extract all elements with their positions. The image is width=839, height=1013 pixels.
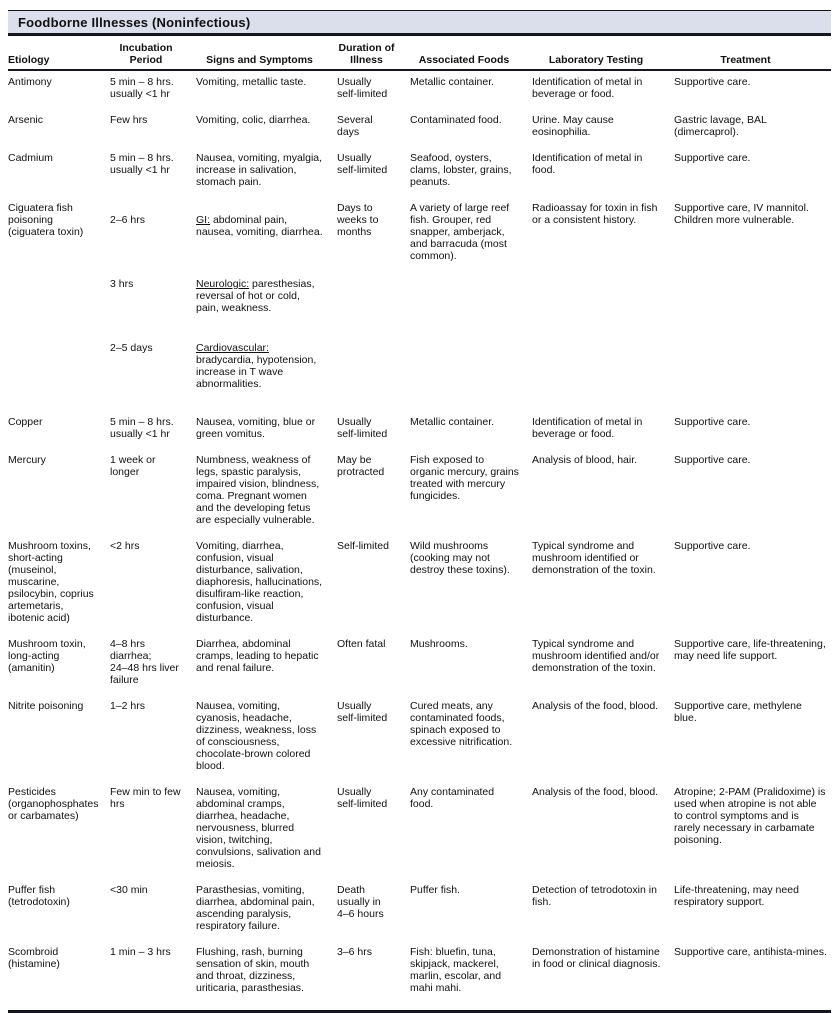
cell-foods: Metallic container.	[410, 416, 495, 428]
cell-etiology: Ciguatera fish poisoning (ciguatera toxin)	[8, 202, 84, 238]
cell-lab: Urine. May cause eosinophilia.	[532, 114, 614, 138]
cell-foods: Seafood, oysters, clams, lobster, grains, peanuts.	[410, 152, 512, 188]
cell-treatment: Gastric lavage, BAL (dimercaprol).	[674, 114, 767, 138]
column-header-etiology: Etiology	[8, 36, 110, 70]
cell-lab: Demonstration of histamine in food or clinical diagnosis.	[532, 946, 661, 970]
cell-etiology: Pesticides (organophosphates or carbamates)	[8, 786, 99, 822]
cell-foods: Any contaminated food.	[410, 786, 495, 810]
cell-incubation: 4–8 hrs diarrhea; 24–48 hrs liver failure	[110, 638, 179, 686]
cell-foods: Cured meats, any contaminated foods, spinach exposed to excessive nitrification.	[410, 700, 513, 748]
signs-segment-gi	[196, 214, 325, 266]
column-header-signs-symptoms: Signs and Symptoms	[196, 36, 337, 70]
cell-incubation: 1 week or longer	[110, 454, 156, 478]
cell-foods: Wild mushrooms (cooking may not destroy these toxins).	[410, 540, 510, 576]
cell-incubation: <30 min	[110, 884, 148, 896]
table-row-mushroom-short-acting	[8, 540, 831, 638]
cell-lab: Identification of metal in beverage or food.	[532, 416, 643, 440]
cell-foods: Metallic container.	[410, 76, 495, 88]
cell-treatment: Supportive care.	[674, 76, 751, 88]
cell-treatment: Supportive care, life-threatening, may need life support.	[674, 638, 826, 662]
cell-lab: Identification of metal in food.	[532, 152, 643, 176]
table-header	[8, 36, 831, 70]
signs-text-neurologic: paresthesias, reversal of hot or cold, pain, weakness.	[196, 278, 315, 314]
column-header-incubation-period: Incubation Period	[110, 36, 196, 70]
cell-lab: Analysis of blood, hair.	[532, 454, 638, 466]
table-body	[8, 70, 831, 1008]
cell-signs: Nausea, vomiting, abdominal cramps, diarrhea, headache, nervousness, blurred vision, twitching, convulsions, salivation and meiosis.	[196, 786, 321, 870]
cell-etiology: Mushroom toxin, long-acting (amanitin)	[8, 638, 86, 674]
cell-treatment: Supportive care, IV mannitol. Children more vulnerable.	[674, 202, 809, 226]
cell-duration: Several days	[337, 114, 373, 138]
cell-duration: Usually self-limited	[337, 152, 388, 176]
cell-foods: Mushrooms.	[410, 638, 468, 650]
table-row-mushroom-long-acting	[8, 638, 831, 700]
cell-etiology: Antimony	[8, 76, 52, 88]
cell-signs: Vomiting, metallic taste.	[196, 76, 307, 88]
incubation-segment-neurologic: 3 hrs	[110, 278, 134, 290]
header-row	[8, 36, 831, 70]
signs-segment-cardiovascular	[196, 342, 325, 390]
table-row-puffer-fish	[8, 884, 831, 946]
signs-text-gi: abdominal pain, nausea, vomiting, diarrhea.	[196, 214, 323, 238]
cell-duration: May be protracted	[337, 454, 385, 478]
cell-lab: Analysis of the food, blood.	[532, 786, 659, 798]
cell-treatment: Supportive care.	[674, 454, 751, 466]
table-row-nitrite	[8, 700, 831, 786]
cell-duration: Usually self-limited	[337, 76, 388, 100]
table-title-bar	[8, 10, 831, 36]
cell-signs: Parasthesias, vomiting, diarrhea, abdominal pain, ascending paralysis, respiratory failure.	[196, 884, 315, 932]
cell-lab: Typical syndrome and mushroom identified or demonstration of the toxin.	[532, 540, 656, 576]
foodborne-illness-table	[8, 36, 831, 1008]
cell-duration: 3–6 hrs	[337, 946, 373, 958]
signs-label-gi: GI:	[196, 214, 211, 226]
incubation-segment-cardiovascular: 2–5 days	[110, 342, 153, 354]
cell-lab: Typical syndrome and mushroom identified and/or demonstration of the toxin.	[532, 638, 660, 674]
cell-incubation: 1 min – 3 hrs	[110, 946, 171, 958]
incubation-segment-gi: 2–6 hrs	[110, 214, 146, 226]
cell-duration: Death usually in 4–6 hours	[337, 884, 384, 920]
column-header-associated-foods: Associated Foods	[410, 36, 532, 70]
table-row-pesticides	[8, 786, 831, 884]
cell-foods: Puffer fish.	[410, 884, 460, 896]
cell-etiology: Mercury	[8, 454, 46, 466]
cell-lab: Identification of metal in beverage or food.	[532, 76, 643, 100]
cell-lab: Radioassay for toxin in fish or a consistent history.	[532, 202, 658, 226]
cell-lab: Detection of tetrodotoxin in fish.	[532, 884, 657, 908]
cell-duration: Days to weeks to months	[337, 202, 379, 238]
column-header-duration: Duration of Illness	[337, 36, 410, 70]
foodborne-illness-table-wrap	[8, 36, 831, 1013]
table-row-copper	[8, 416, 831, 454]
table-row-scombroid	[8, 946, 831, 1008]
cell-signs: Numbness, weakness of legs, spastic paralysis, impaired vision, blindness, coma. Pregnant women and the developing fetus are especially vulnerable.	[196, 454, 320, 526]
table-row-ciguatera	[8, 202, 831, 416]
page-title: Foodborne Illnesses (Noninfectious)	[18, 15, 251, 30]
cell-incubation: Few hrs	[110, 114, 148, 126]
cell-incubation: Few min to few hrs	[110, 786, 181, 810]
cell-treatment: Life-threatening, may need respiratory support.	[674, 884, 799, 908]
column-header-laboratory-testing: Laboratory Testing	[532, 36, 674, 70]
table-row-mercury	[8, 454, 831, 540]
cell-signs: Flushing, rash, burning sensation of skin, mouth and throat, dizziness, uriticaria, parasthesias.	[196, 946, 310, 994]
cell-foods: Fish exposed to organic mercury, grains treated with mercury fungicides.	[410, 454, 519, 502]
cell-foods: A variety of large reef fish. Grouper, red snapper, amberjack, and barracuda (most common).	[410, 202, 510, 262]
cell-incubation: 1–2 hrs	[110, 700, 146, 712]
cell-etiology: Nitrite poisoning	[8, 700, 84, 712]
table-row-arsenic	[8, 114, 831, 152]
cell-incubation	[110, 202, 196, 416]
cell-signs: Nausea, vomiting, myalgia, increase in salivation, stomach pain.	[196, 152, 323, 188]
signs-label-neurologic: Neurologic:	[196, 278, 250, 290]
cell-incubation: 5 min – 8 hrs. usually <1 hr	[110, 152, 174, 176]
cell-incubation: 5 min – 8 hrs. usually <1 hr	[110, 416, 174, 440]
cell-treatment: Atropine; 2-PAM (Pralidoxime) is used when atropine is not able to control symptoms and is rarely necessary in carbamate poisoning.	[674, 786, 826, 846]
cell-signs: Vomiting, diarrhea, confusion, visual disturbance, salivation, diaphoresis, hallucinations, disulfiram-like reaction, confusion, visual disturbance.	[196, 540, 323, 624]
cell-signs: Diarrhea, abdominal cramps, leading to hepatic and renal failure.	[196, 638, 319, 674]
cell-foods: Contaminated food.	[410, 114, 502, 126]
cell-signs: Nausea, vomiting, blue or green vomitus.	[196, 416, 316, 440]
signs-text-cardiovascular: bradycardia, hypotension, increase in T wave abnormalities.	[196, 354, 317, 390]
cell-etiology: Cadmium	[8, 152, 53, 164]
cell-signs: Nausea, vomiting, cyanosis, headache, dizziness, weakness, loss of consciousness, chocolate-brown colored blood.	[196, 700, 317, 772]
cell-incubation: 5 min – 8 hrs. usually <1 hr	[110, 76, 174, 100]
cell-signs	[196, 202, 337, 416]
cell-etiology: Arsenic	[8, 114, 44, 126]
cell-treatment: Supportive care.	[674, 152, 751, 164]
cell-treatment: Supportive care, antihista-mines.	[674, 946, 827, 958]
table-row-antimony	[8, 70, 831, 114]
cell-lab: Analysis of the food, blood.	[532, 700, 659, 712]
cell-incubation: <2 hrs	[110, 540, 140, 552]
cell-treatment: Supportive care.	[674, 540, 751, 552]
cell-etiology: Copper	[8, 416, 43, 428]
signs-segment-neurologic	[196, 278, 325, 330]
cell-etiology: Puffer fish (tetrodotoxin)	[8, 884, 70, 908]
column-header-treatment: Treatment	[674, 36, 831, 70]
cell-signs: Vomiting, colic, diarrhea.	[196, 114, 311, 126]
signs-label-cardiovascular: Cardiovascular:	[196, 342, 269, 354]
cell-etiology: Scombroid (histamine)	[8, 946, 60, 970]
cell-duration: Usually self-limited	[337, 416, 388, 440]
cell-duration: Usually self-limited	[337, 786, 388, 810]
table-row-cadmium	[8, 152, 831, 202]
cell-foods: Fish: bluefin, tuna, skipjack, mackerel, marlin, escolar, and mahi mahi.	[410, 946, 502, 994]
cell-treatment: Supportive care, methylene blue.	[674, 700, 802, 724]
cell-etiology: Mushroom toxins, short-acting (museinol, muscarine, psilocybin, coprius artemetaris, ibotenic acid)	[8, 540, 94, 624]
cell-duration: Often fatal	[337, 638, 386, 650]
cell-treatment: Supportive care.	[674, 416, 751, 428]
cell-duration: Usually self-limited	[337, 700, 388, 724]
cell-duration: Self-limited	[337, 540, 389, 552]
